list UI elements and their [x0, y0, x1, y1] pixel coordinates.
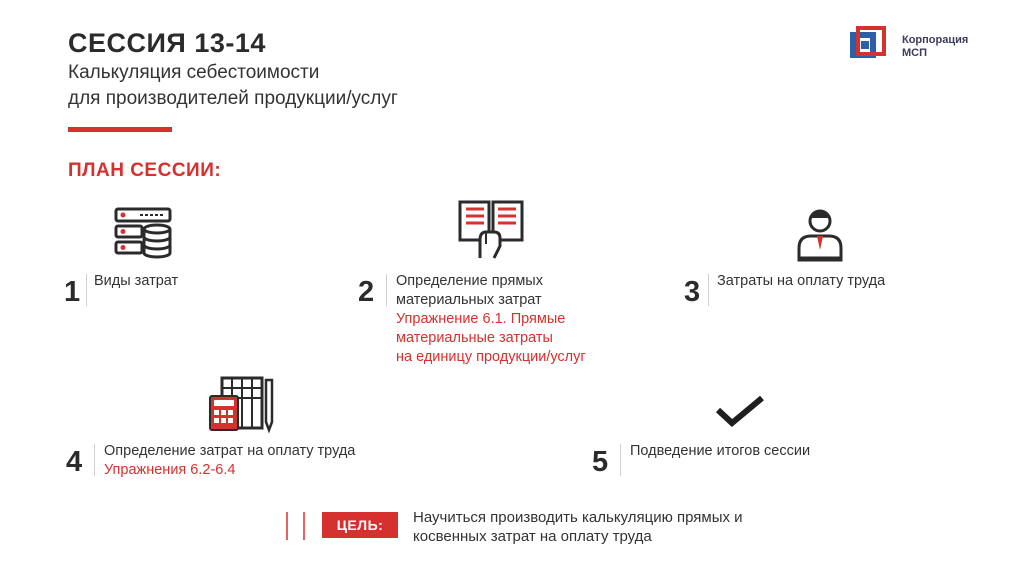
- title-accent-line: [68, 127, 172, 132]
- item-number-4: 4: [66, 446, 83, 478]
- checkmark-icon: [714, 394, 766, 428]
- item-2-exercise-line-2: материальные затраты: [396, 330, 553, 346]
- goal-text-line-2: косвенных затрат на оплату труда: [413, 528, 652, 545]
- item-text-1: Виды затрат: [94, 273, 179, 289]
- open-book-hand-icon: [456, 196, 526, 262]
- goal-label: ЦЕЛЬ:: [322, 512, 398, 538]
- item-separator-5: [620, 444, 621, 476]
- item-2-exercise-line-1: Упражнение 6.1. Прямые: [396, 311, 566, 327]
- subtitle-line-2: для производителей продукции/услуг: [68, 88, 398, 109]
- item-text-2: [396, 272, 586, 367]
- page-subtitle: [68, 60, 588, 112]
- logo-line-2: МСП: [902, 47, 928, 59]
- database-server-icon: [112, 205, 174, 261]
- page-title: СЕССИЯ 13-14: [68, 28, 266, 58]
- goal-text: [413, 508, 873, 546]
- worker-person-icon: [795, 204, 845, 262]
- calculator-document-icon: [206, 374, 278, 434]
- item-number-2: 2: [358, 276, 375, 308]
- item-2-line-1: Определение прямых: [396, 273, 543, 289]
- item-2-exercise-line-3: на единицу продукции/услуг: [396, 349, 586, 365]
- item-text-4: [104, 442, 355, 480]
- goal-text-line-1: Научиться производить калькуляцию прямых и: [413, 509, 743, 526]
- logo-line-1: Корпорация: [902, 34, 969, 46]
- item-text-5: Подведение итогов сессии: [630, 443, 811, 459]
- item-4-exercise: Упражнения 6.2-6.4: [104, 462, 236, 478]
- item-separator-4: [94, 444, 95, 476]
- item-separator-2: [386, 274, 387, 306]
- logo-text: [902, 34, 968, 60]
- item-separator-3: [708, 274, 709, 306]
- item-text-3: Затраты на оплату труда: [717, 273, 886, 289]
- plan-title: ПЛАН СЕССИИ:: [68, 160, 222, 181]
- item-2-line-2: материальных затрат: [396, 292, 542, 308]
- goal-marks-icon: [284, 510, 308, 542]
- item-number-3: 3: [684, 276, 701, 308]
- subtitle-line-1: Калькуляция себестоимости: [68, 62, 320, 83]
- item-4-line-1: Определение затрат на оплату труда: [104, 443, 356, 459]
- item-number-1: 1: [64, 276, 81, 308]
- item-separator-1: [86, 274, 87, 306]
- item-number-5: 5: [592, 446, 609, 478]
